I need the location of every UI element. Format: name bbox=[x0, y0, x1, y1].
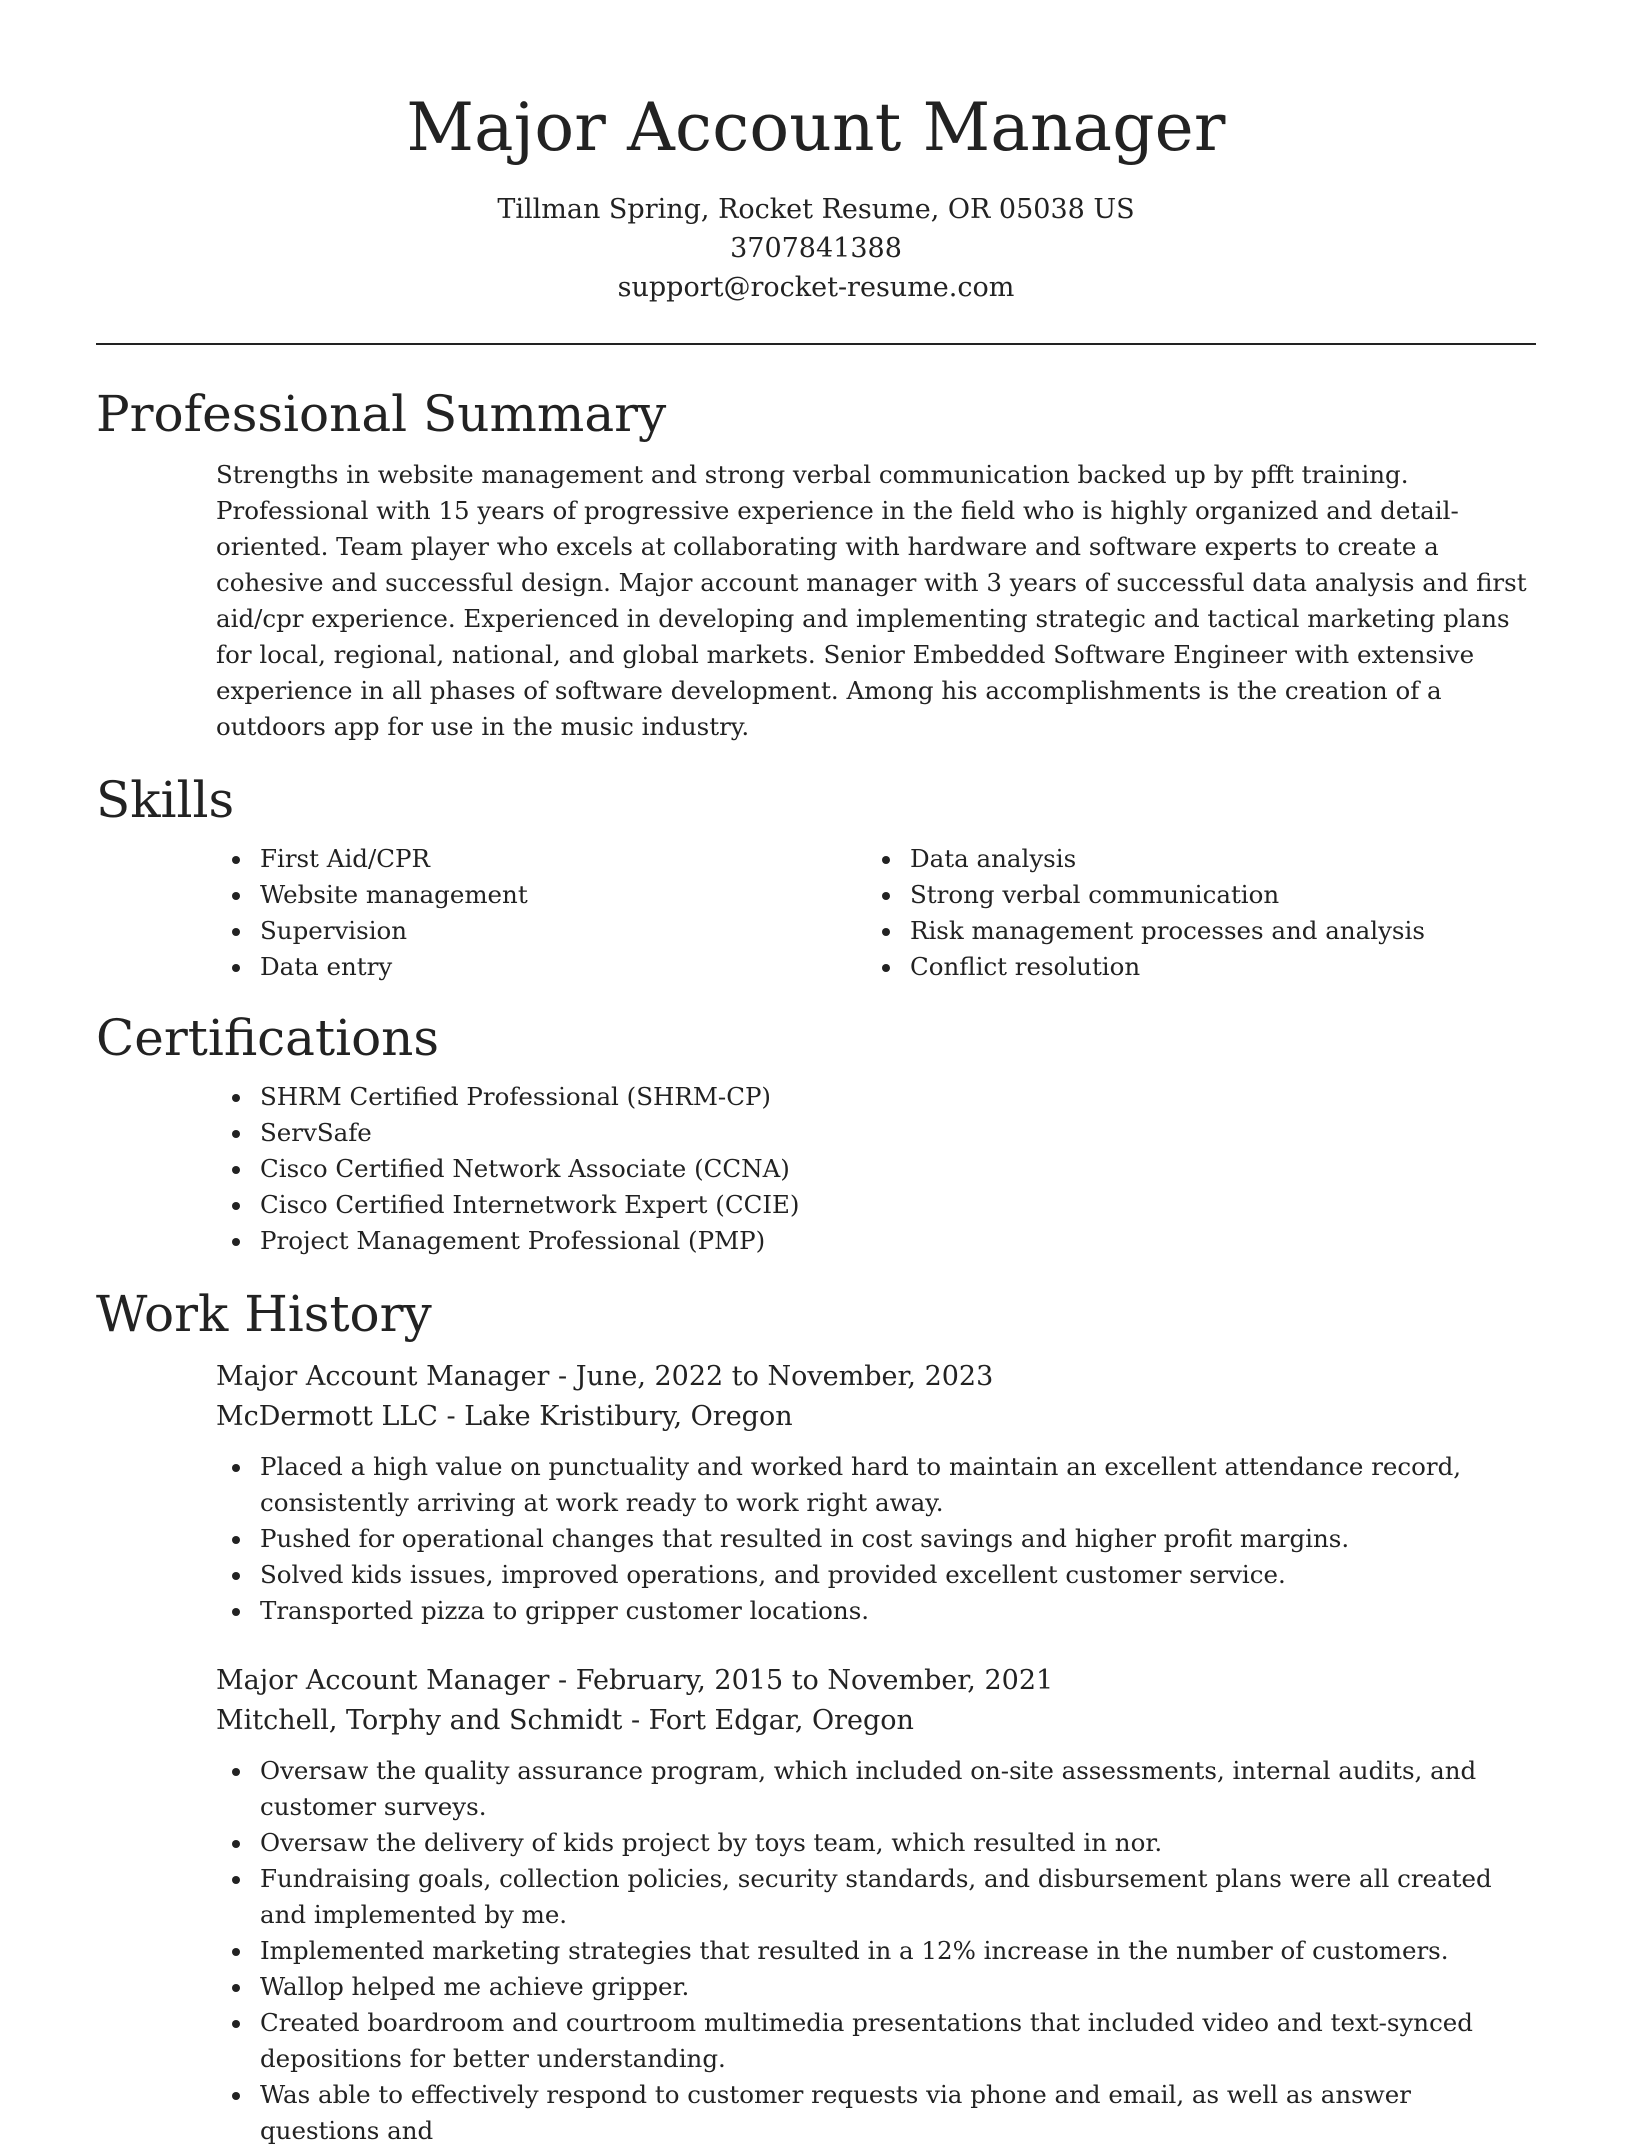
resume-name-title: Major Account Manager bbox=[406, 89, 1226, 166]
skills-heading: Skills bbox=[96, 771, 235, 829]
summary-heading: Professional Summary bbox=[96, 385, 667, 443]
job-bullets bbox=[216, 1449, 1536, 1629]
work-history-heading: Work History bbox=[96, 1285, 432, 1343]
certification-item: SHRM Certified Professional (SHRM-CP) bbox=[216, 1079, 1536, 1115]
certification-item: Cisco Certified Internetwork Expert (CCIE) bbox=[216, 1187, 1536, 1223]
skill-item: Strong verbal communication bbox=[866, 877, 1516, 913]
job-bullet: Was able to effectively respond to customer requests via phone and email, as well as answer questions and bbox=[216, 2077, 1536, 2149]
skill-item: Website management bbox=[216, 877, 866, 913]
job-bullet: Created boardroom and courtroom multimedia presentations that included video and text-synced depositions for better understanding. bbox=[216, 2005, 1536, 2077]
job-entry bbox=[216, 1661, 1536, 1741]
contact-block bbox=[96, 190, 1536, 307]
skills-columns bbox=[216, 841, 1536, 985]
job-bullets bbox=[216, 1753, 1536, 2149]
job-company-line: Mitchell, Torphy and Schmidt - Fort Edgar, Oregon bbox=[216, 1705, 914, 1736]
contact-address: Tillman Spring, Rocket Resume, OR 05038 US bbox=[497, 194, 1135, 225]
job-bullet: Implemented marketing strategies that resulted in a 12% increase in the number of customers. bbox=[216, 1933, 1536, 1969]
skills-list-right bbox=[866, 841, 1516, 985]
job-bullet: Pushed for operational changes that resulted in cost savings and higher profit margins. bbox=[216, 1521, 1536, 1557]
job-bullet: Oversaw the quality assurance program, which included on-site assessments, internal audits, and customer surveys. bbox=[216, 1753, 1536, 1825]
certifications-list bbox=[216, 1079, 1536, 1259]
job-bullet: Fundraising goals, collection policies, security standards, and disbursement plans were all created and implemented by me. bbox=[216, 1861, 1536, 1933]
skill-item: Conflict resolution bbox=[866, 949, 1516, 985]
summary-paragraph: Strengths in website management and strong verbal communication backed up by pfft training. Professional with 15 years of progressive experience in the field who is highly organized and detail-oriented. Team player who excels at collaborating with hardware and software experts to create a cohesive and successful design. Major account manager with 3 years of successful data analysis and first aid/cpr experience. Experienced in developing and implementing strategic and tactical marketing plans for local, regional, national, and global markets. Senior Embedded Software Engineer with extensive experience in all phases of software development. Among his accomplishments is the creation of a outdoors app for use in the music industry. bbox=[216, 460, 1527, 741]
skill-item: Data entry bbox=[216, 949, 866, 985]
certification-item: Cisco Certified Network Associate (CCNA) bbox=[216, 1151, 1536, 1187]
resume-page bbox=[96, 0, 1536, 2149]
job-bullet: Oversaw the delivery of kids project by toys team, which resulted in nor. bbox=[216, 1825, 1536, 1861]
contact-email: support@rocket-resume.com bbox=[617, 272, 1015, 303]
contact-phone: 3707841388 bbox=[730, 233, 902, 264]
skills-list-left bbox=[216, 841, 866, 985]
job-bullet: Solved kids issues, improved operations, and provided excellent customer service. bbox=[216, 1557, 1536, 1593]
job-company-line: McDermott LLC - Lake Kristibury, Oregon bbox=[216, 1401, 793, 1432]
skill-item: First Aid/CPR bbox=[216, 841, 866, 877]
job-bullet: Wallop helped me achieve gripper. bbox=[216, 1969, 1536, 2005]
skill-item: Supervision bbox=[216, 913, 866, 949]
job-title-line: Major Account Manager - June, 2022 to November, 2023 bbox=[216, 1361, 994, 1392]
header-divider bbox=[96, 343, 1536, 345]
job-entry bbox=[216, 1357, 1536, 1437]
job-title-line: Major Account Manager - February, 2015 to November, 2021 bbox=[216, 1665, 1054, 1696]
certification-item: ServSafe bbox=[216, 1115, 1536, 1151]
skill-item: Data analysis bbox=[866, 841, 1516, 877]
skill-item: Risk management processes and analysis bbox=[866, 913, 1516, 949]
certification-item: Project Management Professional (PMP) bbox=[216, 1223, 1536, 1259]
job-bullet: Transported pizza to gripper customer locations. bbox=[216, 1593, 1536, 1629]
certifications-heading: Certifications bbox=[96, 1009, 440, 1067]
job-bullet: Placed a high value on punctuality and worked hard to maintain an excellent attendance record, consistently arriving at work ready to work right away. bbox=[216, 1449, 1536, 1521]
